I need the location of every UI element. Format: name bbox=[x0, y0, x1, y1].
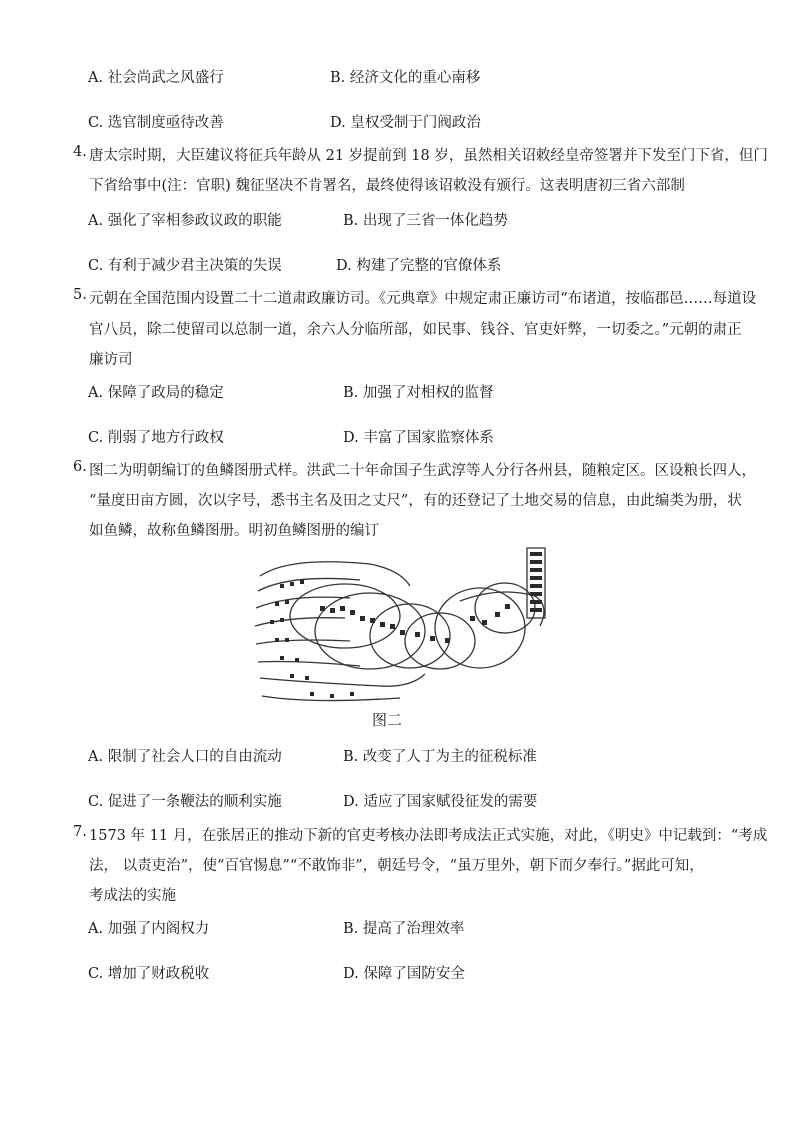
q5-stem-line3: 廉访司 bbox=[89, 352, 133, 368]
q4-stem-line1: 唐太宗时期，大臣建议将征兵年龄从 21 岁提前到 18 岁，虽然相关诏敕经皇帝签署并下发至门下省，但门 bbox=[89, 148, 768, 164]
q3-option-b[interactable]: B. 经济文化的重心南移 bbox=[330, 70, 481, 86]
q5-option-d[interactable]: D. 丰富了国家监察体系 bbox=[343, 430, 494, 446]
q6-stem-line3: 如鱼鳞，故称鱼鳞图册。明初鱼鳞图册的编订 bbox=[89, 523, 379, 539]
q6-stem-line1: 图二为明朝编订的鱼鳞图册式样。洪武二十年命国子生武淳等人分行各州县，随粮定区。区设粮长四人， bbox=[89, 463, 756, 479]
q4-option-b[interactable]: B. 出现了三省一体化趋势 bbox=[343, 213, 508, 229]
q6-option-a[interactable]: A. 限制了社会人口的自由流动 bbox=[88, 749, 282, 765]
q6-stem-line2: “量度田亩方圆，次以字号，悉书主名及田之丈尺”，有的还登记了土地交易的信息，由此编类为册，状 bbox=[89, 493, 742, 509]
q3-option-a[interactable]: A. 社会尚武之风盛行 bbox=[88, 70, 224, 86]
q6-option-b[interactable]: B. 改变了人丁为主的征税标准 bbox=[343, 749, 537, 765]
q7-number: 7. bbox=[73, 824, 87, 840]
q4-option-d[interactable]: D. 构建了完整的官僚体系 bbox=[336, 258, 502, 274]
q4-number: 4. bbox=[73, 144, 87, 160]
q6-number: 6. bbox=[73, 459, 87, 475]
q6-option-d[interactable]: D. 适应了国家赋役征发的需要 bbox=[343, 794, 538, 810]
q7-stem-line3: 考成法的实施 bbox=[89, 888, 176, 904]
figure-caption: 图二 bbox=[372, 711, 403, 729]
q7-stem-line1: 1573 年 11 月，在张居正的推动下新的官吏考核办法即考成法正式实施，对此，《明史》中记载到：“考成 bbox=[89, 828, 768, 844]
q7-stem-line2: 法， 以责吏治”，使“百官惕息”“不敢饰非”，朝廷号令，“虽万里外，朝下而夕奉行。”据此可知， bbox=[89, 858, 704, 874]
q7-option-a[interactable]: A. 加强了内阁权力 bbox=[88, 921, 210, 937]
q7-option-d[interactable]: D. 保障了国防安全 bbox=[343, 966, 465, 982]
q5-option-a[interactable]: A. 保障了政局的稳定 bbox=[88, 385, 224, 401]
q4-option-a[interactable]: A. 强化了宰相参政议政的职能 bbox=[88, 213, 282, 229]
q3-option-c[interactable]: C. 选官制度亟待改善 bbox=[88, 115, 224, 131]
q3-option-d[interactable]: D. 皇权受制于门阀政治 bbox=[330, 115, 481, 131]
q4-option-c[interactable]: C. 有利于减少君主决策的失误 bbox=[88, 258, 282, 274]
q6-option-c[interactable]: C. 促进了一条鞭法的顺利实施 bbox=[88, 794, 282, 810]
q7-option-c[interactable]: C. 增加了财政税收 bbox=[88, 966, 210, 982]
q5-option-c[interactable]: C. 削弱了地方行政权 bbox=[88, 430, 224, 446]
q5-option-b[interactable]: B. 加强了对相权的监督 bbox=[343, 385, 494, 401]
q7-option-b[interactable]: B. 提高了治理效率 bbox=[343, 921, 465, 937]
q5-stem-line2: 官八员，除二使留司以总制一道，余六人分临所部，如民事、钱谷、官吏奸弊，一切委之。”元朝的肃正 bbox=[89, 322, 742, 338]
q5-number: 5. bbox=[73, 287, 87, 303]
fish-scale-register-figure bbox=[250, 546, 550, 706]
q5-stem-line1: 元朝在全国范围内设置二十二道肃政廉访司。《元典章》中规定肃正廉访司“布诸道，按临郡邑……每道设 bbox=[89, 291, 757, 307]
q4-stem-line2: 下省给事中(注：官职) 魏征坚决不肯署名，最终使得该诏敕没有颁行。这表明唐初三省六部制 bbox=[89, 178, 685, 194]
